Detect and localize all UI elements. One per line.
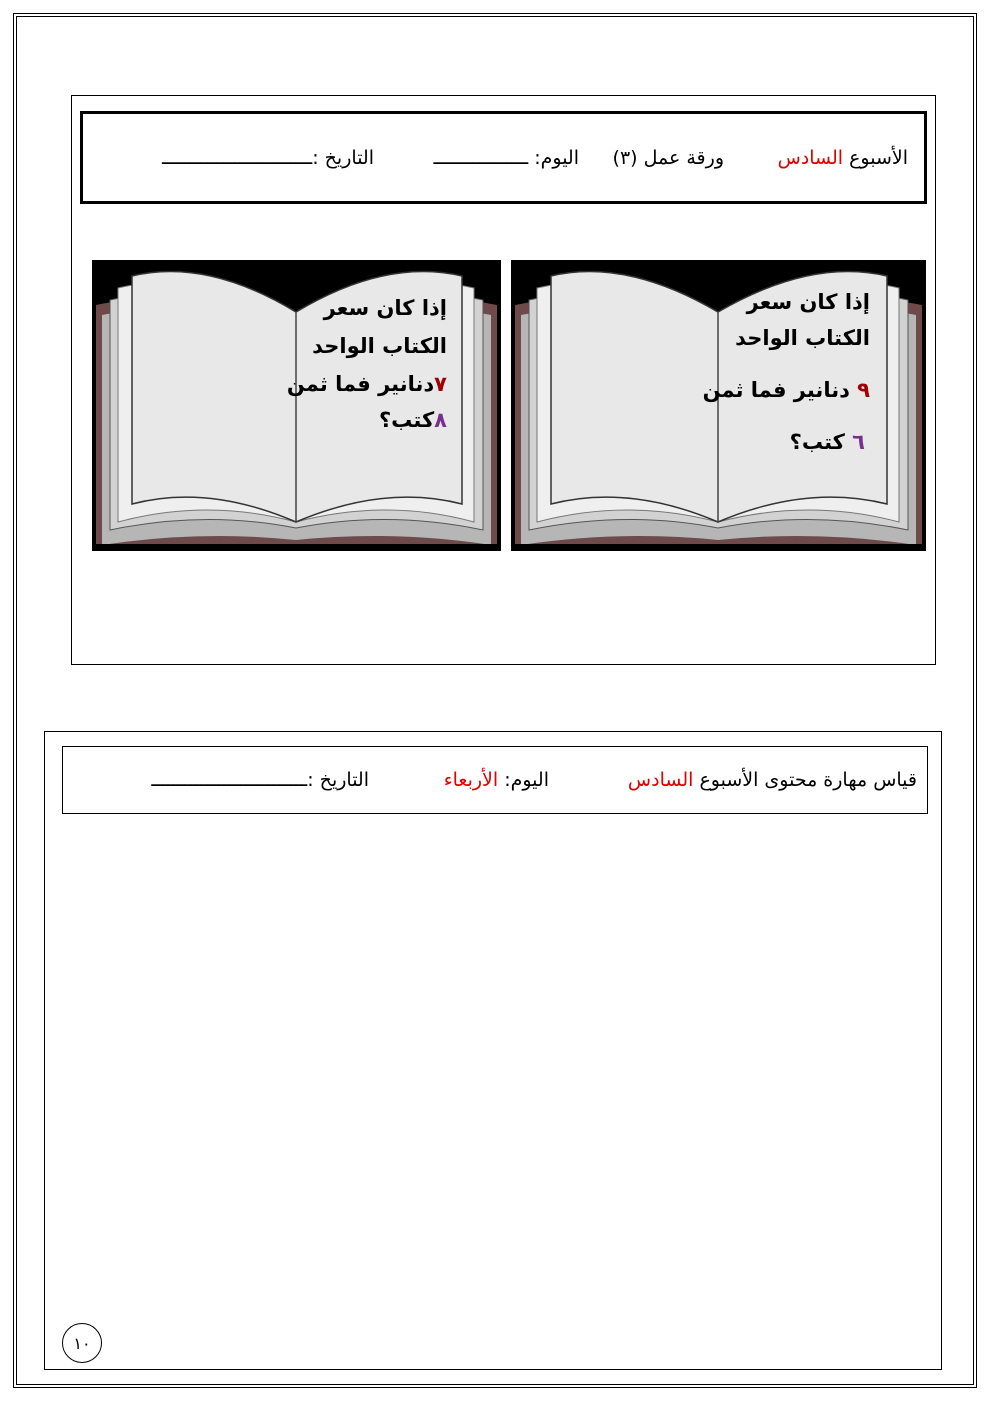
book-left-price: ٧: [434, 372, 447, 396]
book-image-left: [92, 260, 501, 551]
week-label-group: [778, 114, 908, 201]
assessment-day-value: الأربعاء: [443, 769, 499, 791]
assessment-section: [44, 731, 942, 1370]
sheet-label: ورقة عمل (٣): [612, 146, 724, 169]
day-field[interactable]: اليوم: ـــــــــــــــــ: [433, 146, 579, 169]
worksheet-header: [80, 111, 927, 204]
book-right-line4: ٦ كتب؟: [789, 430, 865, 454]
book-left-count: ٨: [434, 408, 447, 432]
book-right-line1: إذا كان سعر: [746, 290, 870, 314]
book-right-line3: ٩ دنانير فما ثمن: [702, 378, 870, 402]
week-value: السادس: [777, 146, 844, 169]
book-right-count: ٦: [852, 430, 865, 454]
page-number: ١٠: [62, 1323, 102, 1363]
assessment-title: قياس مهارة محتوى الأسبوع: [699, 769, 917, 791]
assessment-day-group: [444, 747, 549, 813]
book-right-price: ٩: [857, 378, 870, 402]
date-field[interactable]: التاريخ :ـــــــــــــــــــــــــــ: [161, 146, 374, 169]
week-label: الأسبوع: [849, 146, 908, 169]
book-left-line2: الكتاب الواحد: [312, 334, 447, 358]
book-right-line2: الكتاب الواحد: [735, 326, 870, 350]
assessment-week-value: السادس: [627, 769, 694, 791]
assessment-date-field[interactable]: التاريخ :ــــــــــــــــــــــــــــ: [151, 769, 369, 791]
assessment-title-group: [628, 747, 917, 813]
book-left-line4: ٨كتب؟: [378, 408, 447, 432]
book-image-right: [511, 260, 920, 551]
assessment-day-label: اليوم:: [504, 769, 549, 791]
book-left-line3: ٧دنانير فما ثمن: [286, 372, 447, 396]
assessment-header: [62, 746, 928, 814]
book-left-line1: إذا كان سعر: [323, 296, 447, 320]
